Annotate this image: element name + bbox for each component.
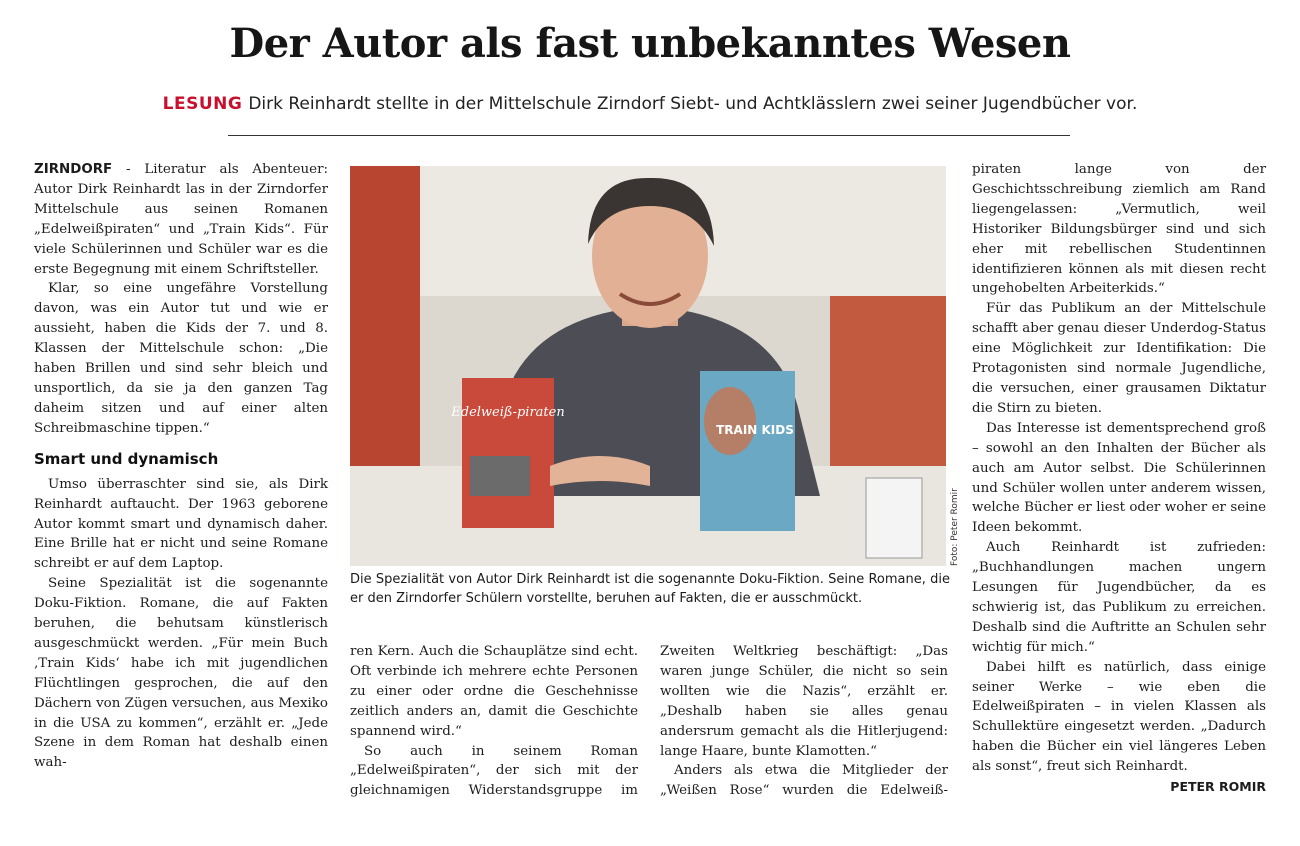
section-subhead: Smart und dynamisch	[34, 449, 219, 468]
paragraph: Umso überraschter sind sie, als Dirk Reinhardt auftaucht. Der 1963 geborene Autor kommt smart und dynamisch daher. Eine Brille hat er nicht und seine Romane schreibt er auf dem Laptop.	[34, 476, 328, 572]
book-edelweisspiraten	[462, 378, 554, 528]
headline-rule	[228, 135, 1070, 136]
paragraph: Das Interesse ist dementsprechend groß – sowohl an den Inhalten der Bücher als auch am Autor selbst. Die Schülerinnen und Schüler wollen unter anderem wissen, welche Bücher er liest oder woher er seine Ideen bekommt.	[972, 420, 1266, 536]
book1-title: Edelweiß-piraten	[451, 405, 565, 420]
photo-caption: Die Spezialität von Autor Dirk Reinhardt ist die sogenannte Doku-Fiktion. Seine Romane, die er den Zirndorfer Schülern vorstellte, beruhen auf Fakten, die er ausschmückt.	[350, 572, 950, 606]
kicker-lesung: LESUNG	[162, 94, 243, 114]
dateline: ZIRNDORF	[34, 162, 113, 177]
paragraph: Anders als etwa die Mitglieder der „Weißen Rose“ wurden die Edelweiß-	[660, 763, 948, 799]
headline: Der Autor als fast unbekanntes Wesen	[229, 20, 1071, 67]
photo-credit-text: Foto: Peter Romir	[950, 488, 960, 566]
book2-title: TRAIN KIDS	[716, 423, 794, 437]
column-4	[972, 160, 1266, 797]
paragraph: Zweiten Weltkrieg beschäftigt: „Das waren junge Schüler, die nicht so sein wollten wie die Nazis“, erzählt er. „Deshalb haben sie alles genau andersrum gemacht als die Hitlerjugend: lange Haare, bunte Klamotten.“	[660, 644, 948, 759]
col1-p1-text: - Literatur als Abenteuer: Autor Dirk Reinhardt las in der Zirndorfer Mittelschule aus seinen Romanen „Edelweißpiraten“ und „Train Kids“. Für viele Schülerinnen und Schüler war es die erste Begegnung mit einem Schriftsteller.	[34, 162, 328, 277]
paragraph: Seine Spezialität ist die sogenannte Doku-Fiktion. Romane, die auf Fakten beruhen, die behutsam künstlerisch ausgeschmückt werden. „Für mein Buch ‚Train Kids‘ habe ich mit jugendlichen Flüchtlingen gesprochen, die auf den Dächern von Zügen versuchen, aus Mexiko in die USA zu kommen“, erzählt er. „Jede Szene in dem Roman hat deshalb einen wah-	[34, 576, 328, 771]
paragraph: So auch in seinem Roman „Edelweißpiraten“, der sich mit der gleichnamigen Widerstandsgruppe im	[350, 743, 638, 799]
author-byline: PETER ROMIR	[1170, 779, 1266, 795]
paragraph: piraten lange von der Geschichtsschreibung ziemlich am Rand liegengelassen: „Vermutlich, weil Historiker Bildungsbürger sind und sich eher mit rebellischen Studentinnen identifizieren können als mit diesen recht ungehobelten Arbeiterkids.“	[972, 162, 1266, 297]
column-3	[660, 642, 948, 801]
water-glass	[866, 478, 922, 558]
paragraph: Auch Reinhardt ist zufrieden: „Buchhandlungen machen ungern Lesungen für Jugendbücher, da es schwierig ist, das Publikum zu erreichen. Deshalb sind die Auftritte an Schulen sehr wichtig für mich.“	[972, 540, 1266, 655]
paragraph	[972, 658, 1266, 795]
column-2	[350, 642, 638, 801]
col4-p5-text: Dabei hilft es natürlich, dass einige seiner Werke – wie eben die Edelweißpiraten – in vielen Klassen als Schullektüre eingesetzt werden. „Dadurch haben die Bücher ein viel längeres Leben als sonst“, freut sich Reinhardt.	[972, 659, 1266, 775]
subheadline-text: Dirk Reinhardt stellte in der Mittelschule Zirndorf Siebt- und Achtklässlern zwei seiner Jugendbücher vor.	[248, 94, 1138, 114]
paragraph: ren Kern. Auch die Schauplätze sind echt. Oft verbinde ich mehrere echte Personen zu einer oder ordne die Geschehnisse zeitlich anders an, damit die Geschichte spannend wird.“	[350, 644, 638, 739]
column-1	[34, 160, 328, 773]
paragraph	[34, 160, 328, 279]
paragraph: Klar, so eine ungefähre Vorstellung davon, was ein Autor tut und wie er aussieht, haben die Kids der 7. und 8. Klassen der Mittelschule schon: „Die haben Brillen und sind sehr bleich und unsportlich, da sie ja den ganzen Tag daheim sitzen und auf einer alten Schreibmaschine tippen.“	[34, 281, 328, 436]
paragraph: Für das Publikum an der Mittelschule schafft aber genau dieser Underdog-Status eine Möglichkeit zur Identifikation: Die Protagonisten sind normale Jugendliche, die versuchen, einer grausamen Diktatur die Stirn zu bieten.	[972, 301, 1266, 416]
subheadline	[0, 94, 1300, 114]
photo-illustration	[350, 166, 946, 566]
author-photo	[350, 166, 946, 566]
